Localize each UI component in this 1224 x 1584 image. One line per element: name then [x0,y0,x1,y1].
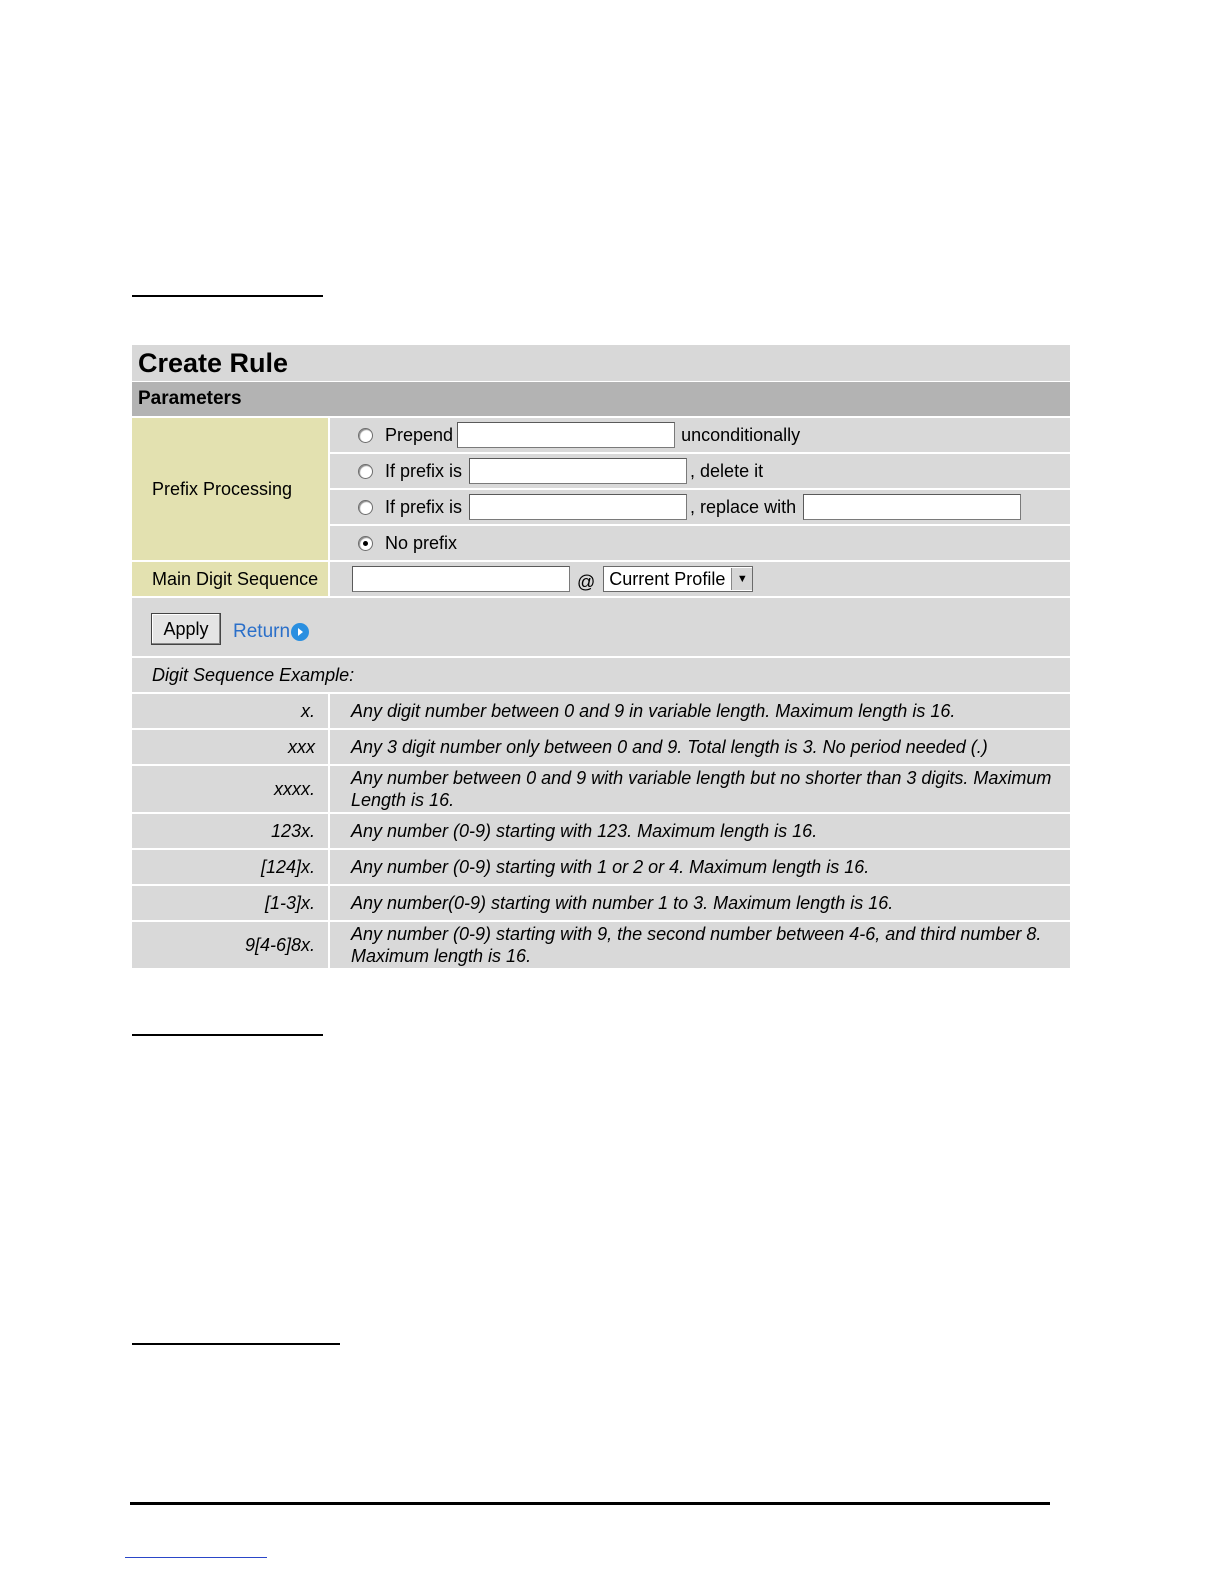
section-title: Parameters [132,382,1070,418]
main-digit-sequence-group [132,562,1070,598]
profile-select[interactable] [603,566,753,592]
delete-prefix-radio[interactable] [358,464,373,479]
delete-prefix-label: If prefix is [385,460,463,481]
footer-link-underline [125,1557,267,1558]
example-code: x. [132,694,330,728]
divider-line [132,1343,340,1345]
option-delete-prefix [330,454,1070,490]
example-description: Any number (0-9) starting with 9, the second number between 4-6, and third number 8. Maximum length is 16. [351,924,1042,966]
example-row [132,814,1070,850]
apply-button[interactable]: Apply [151,613,221,645]
no-prefix-radio[interactable] [358,536,373,551]
main-digit-sequence-label: Main Digit Sequence [132,562,330,596]
prepend-label: Prepend [385,424,454,445]
example-code: 123x. [132,814,330,848]
example-code: xxxx. [132,766,330,812]
example-row [132,730,1070,766]
replace-with-input[interactable] [803,494,1021,520]
example-row [132,922,1070,968]
chevron-down-icon: ▼ [731,568,752,590]
replace-prefix-input[interactable] [469,494,687,520]
profile-select-value: Current Profile [609,568,726,589]
divider-line [132,295,323,297]
example-row [132,886,1070,922]
delete-prefix-input[interactable] [469,458,687,484]
option-replace-prefix [330,490,1070,526]
prepend-input[interactable] [457,422,675,448]
return-label: Return [233,621,291,642]
delete-prefix-suffix-text: , delete it [690,460,764,481]
divider-line [132,1034,323,1036]
replace-prefix-label: If prefix is [385,496,463,517]
footer-rule [130,1502,1050,1505]
at-symbol: @ [577,571,596,592]
example-description: Any digit number between 0 and 9 in variable length. Maximum length is 16. [351,701,956,721]
return-link[interactable] [233,621,309,643]
replace-with-text: , replace with [690,496,797,517]
example-description: Any number (0-9) starting with 1 or 2 or 4. Maximum length is 16. [351,857,870,877]
arrow-right-circle-icon [291,623,309,641]
example-row [132,694,1070,730]
examples-heading: Digit Sequence Example: [132,658,1070,694]
example-code: 9[4-6]8x. [132,922,330,968]
create-rule-panel [132,345,1070,968]
page-title: Create Rule [132,345,1070,382]
replace-prefix-radio[interactable] [358,500,373,515]
example-code: [124]x. [132,850,330,884]
example-row [132,766,1070,814]
example-row [132,850,1070,886]
prefix-processing-group [132,418,1070,562]
example-description: Any number between 0 and 9 with variable length but no shorter than 3 digits. Maximum Length is 16. [351,768,1052,810]
action-row [132,598,1070,658]
example-description: Any number (0-9) starting with 123. Maximum length is 16. [351,821,818,841]
option-no-prefix [330,526,1070,560]
no-prefix-label: No prefix [385,532,458,553]
prefix-processing-label: Prefix Processing [132,418,330,560]
example-code: xxx [132,730,330,764]
example-code: [1-3]x. [132,886,330,920]
prepend-radio[interactable] [358,428,373,443]
example-description: Any 3 digit number only between 0 and 9. Total length is 3. No period needed (.) [351,737,988,757]
prepend-suffix-text: unconditionally [681,424,801,445]
option-prepend [330,418,1070,454]
main-digit-sequence-input[interactable] [352,566,570,592]
example-description: Any number(0-9) starting with number 1 to 3. Maximum length is 16. [351,893,894,913]
